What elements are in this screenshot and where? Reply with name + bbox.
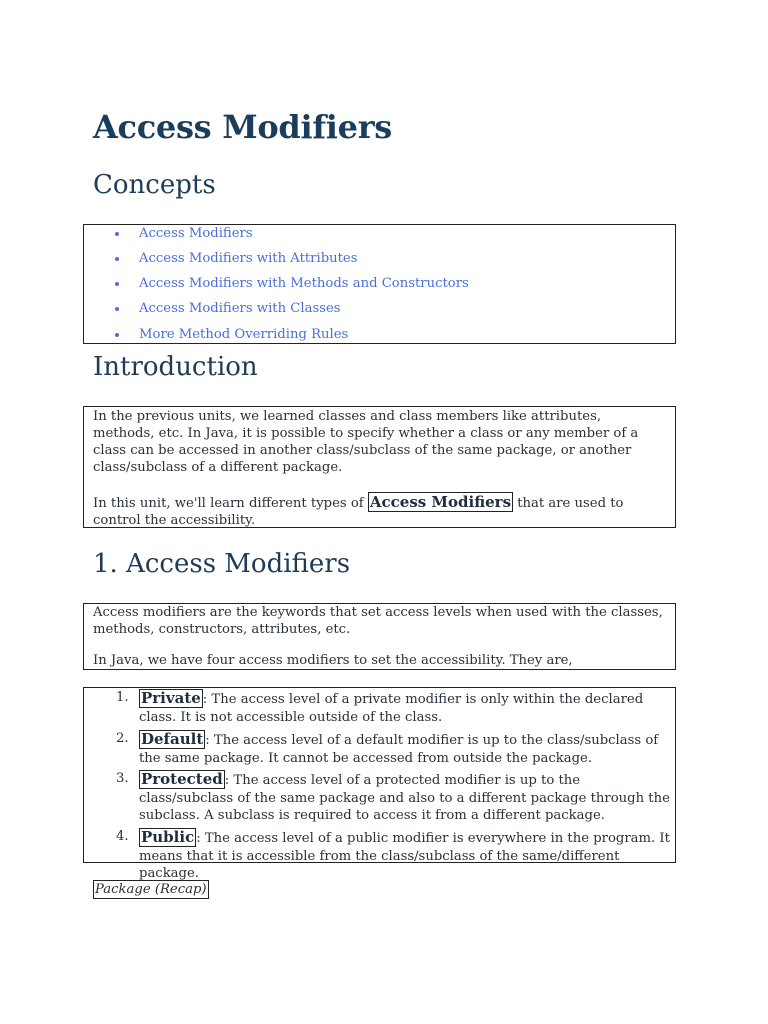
- bullet-icon: [115, 282, 119, 286]
- intro-text-after: that are used to control the accessibility.: [93, 496, 624, 528]
- list-number: 3.: [116, 771, 129, 786]
- introduction-paragraph-2: [93, 492, 663, 529]
- introduction-paragraph: In the previous units, we learned classes and class members like attributes, methods, etc. In Java, it is possible to specify whether a class or any member of a class can be accessed in another class/subclass of the same package, or another class/subclass of a different package.: [93, 409, 639, 475]
- bullet-icon: [115, 307, 119, 311]
- modifier-description: : The access level of a default modifier is up to the class/subclass of the same package. It cannot be accessed from outside the package.: [139, 733, 659, 766]
- modifier-keyword: Default: [141, 730, 204, 748]
- concepts-list-box: [83, 224, 676, 344]
- modifiers-list-box: [83, 687, 676, 881]
- list-number: 1.: [116, 690, 129, 705]
- concept-link[interactable]: Access Modifiers with Classes: [139, 301, 341, 316]
- access-modifiers-keyword: Access Modifiers: [369, 493, 512, 511]
- concept-link[interactable]: Access Modifiers with Methods and Constructors: [139, 276, 469, 291]
- modifier-description: : The access level of a protected modifier is up to the class/subclass of the same package and also to a different package through the subclass. A subclass is required to access it from a different package.: [139, 773, 670, 823]
- concept-link[interactable]: Access Modifiers: [139, 226, 253, 241]
- access-modifiers-paragraph: Access modifiers are the keywords that set access levels when used with the classes, methods, constructors, attributes, etc.: [93, 605, 663, 637]
- modifier-body: [139, 689, 671, 726]
- modifier-body: [139, 730, 671, 767]
- introduction-box: [83, 406, 676, 528]
- modifier-keyword: Public: [141, 828, 195, 846]
- list-number: 2.: [116, 731, 129, 746]
- concept-link[interactable]: Access Modifiers with Attributes: [139, 251, 358, 266]
- concepts-heading: Concepts: [93, 170, 216, 200]
- introduction-heading: Introduction: [93, 352, 258, 382]
- bullet-icon: [115, 333, 119, 337]
- access-modifiers-box: [83, 603, 676, 670]
- list-number: 4.: [116, 829, 129, 844]
- bullet-icon: [115, 232, 119, 236]
- modifier-description: : The access level of a public modifier is everywhere in the program. It means that it is accessible from the class/subclass of the same/different package.: [139, 831, 670, 881]
- modifier-body: [139, 770, 671, 825]
- modifier-keyword: Protected: [141, 770, 223, 788]
- modifier-description: : The access level of a private modifier is only within the declared class. It is not accessible outside of the class.: [139, 692, 644, 725]
- concept-link[interactable]: More Method Overriding Rules: [139, 327, 349, 342]
- modifier-body: [139, 828, 671, 883]
- modifier-keyword: Private: [141, 689, 201, 707]
- access-modifiers-paragraph-2: In Java, we have four access modifiers to set the accessibility. They are,: [93, 653, 573, 668]
- section-1-heading: 1. Access Modifiers: [93, 549, 351, 579]
- page-title: Access Modifiers: [93, 108, 392, 146]
- bullet-icon: [115, 257, 119, 261]
- intro-text-before: In this unit, we'll learn different types of: [93, 496, 368, 511]
- package-recap-link[interactable]: Package (Recap): [95, 882, 207, 897]
